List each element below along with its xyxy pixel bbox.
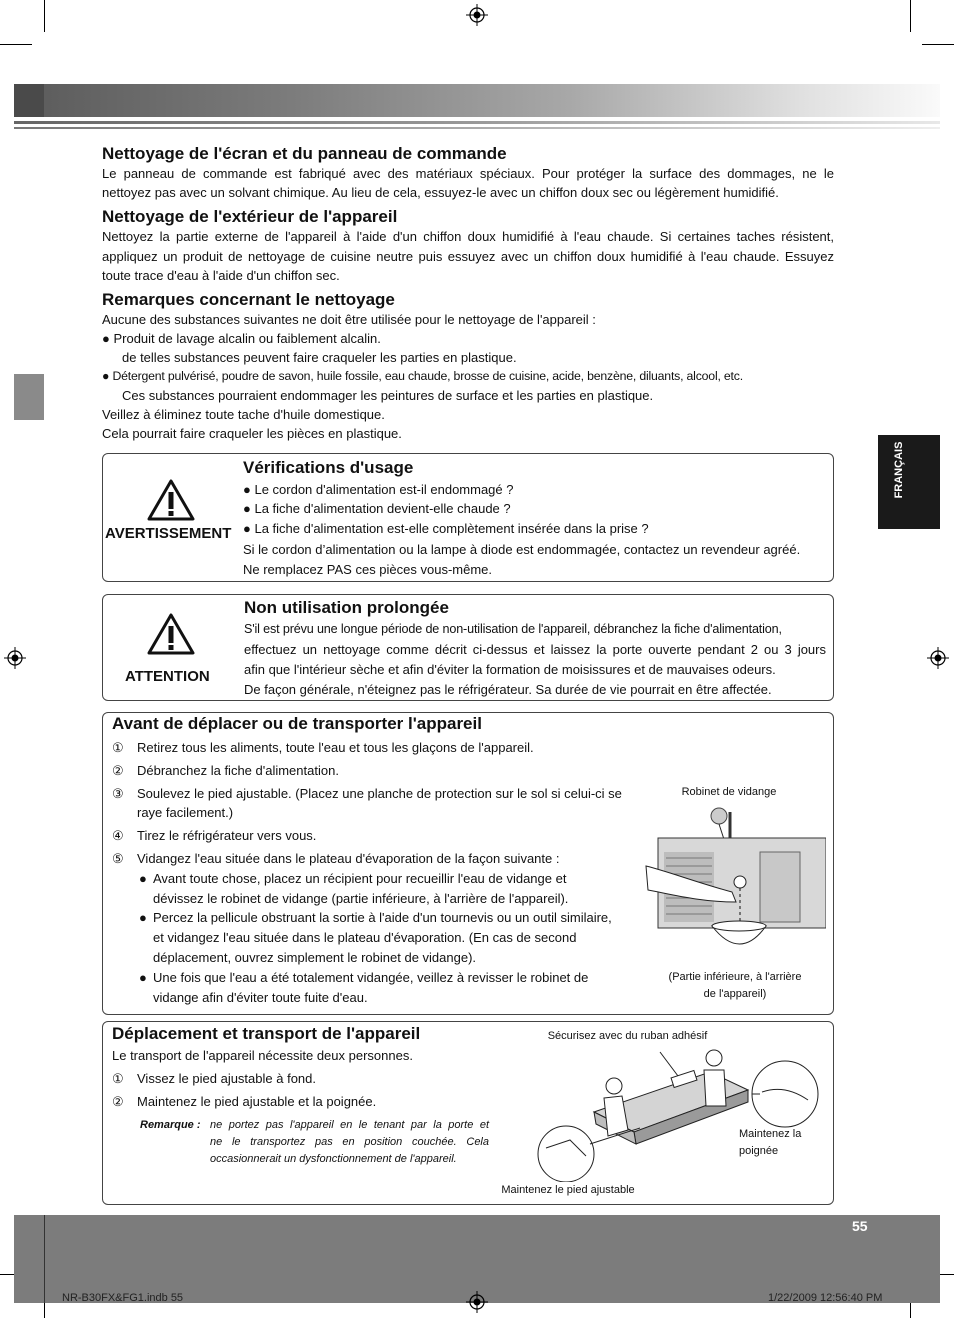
step-text: Retirez tous les aliments, toute l'eau et tous les glaçons de l'appareil.	[137, 740, 534, 755]
bullet-text: vidange afin d'éviter toute fuite d'eau.	[153, 990, 368, 1005]
caution-triangle-icon	[146, 612, 196, 656]
header-rule	[14, 121, 940, 124]
attention-text: effectuez un nettoyage comme décrit ci-dessus et laissez la porte ouverte pendant 2 ou 3 jours	[244, 642, 826, 657]
section-text: nettoyez pas avec un solvant chimique. Au lieu de cela, essuyez-le avec un chiffon doux sec ou légèrement humidifié.	[102, 185, 779, 200]
registration-mark-icon	[4, 647, 26, 669]
bullet-text: dévissez le robinet de vidange (partie inférieure, à l'arrière de l'appareil).	[153, 891, 569, 906]
attention-text: S'il est prévu une longue période de non-utilisation de l'appareil, débranchez la fiche d'alimentation,	[244, 622, 782, 636]
section-title: Nettoyage de l'écran et du panneau de commande	[102, 144, 507, 163]
bullet-text: Avant toute chose, placez un récipient pour recueillir l'eau de vidange et	[153, 871, 567, 886]
warning-title: Vérifications d'usage	[243, 458, 414, 477]
crop-mark	[922, 44, 954, 45]
step-number: ①	[112, 1071, 124, 1086]
transport-illustration	[530, 1044, 820, 1182]
remark-text: ne portez pas l'appareil en le tenant par la porte et	[210, 1119, 489, 1131]
bullet-item: ● La fiche d'alimentation est-elle complètement insérée dans la prise ?	[243, 521, 649, 536]
remark-label: Remarque :	[140, 1119, 201, 1131]
header-gradient-bar	[14, 84, 940, 117]
side-grey-block	[14, 374, 44, 420]
registration-mark-icon	[927, 647, 949, 669]
figure-caption: (Partie inférieure, à l'arrière	[668, 971, 802, 983]
warning-text: Si le cordon d’alimentation ou la lampe à diode est endommagée, contactez un revendeur agréé.	[243, 542, 801, 557]
bullet-item: ● Produit de lavage alcalin ou faiblement alcalin.	[102, 331, 381, 346]
moving-title: Avant de déplacer ou de transporter l'appareil	[112, 714, 482, 733]
bullet-text: Une fois que l'eau a été totalement vidangée, veillez à revisser le robinet de	[153, 970, 589, 985]
drain-valve-illustration	[640, 802, 826, 960]
crop-mark	[0, 44, 32, 45]
language-tab-label: FRANÇAIS	[893, 441, 905, 499]
bullet-text: déplacement, ouvrez simplement le robinet de vidange).	[153, 950, 477, 965]
section-text: Ces substances pourraient endommager les peintures de surface et les parties en plastique.	[122, 388, 654, 403]
step-number: ②	[112, 1094, 124, 1109]
step-text: Tirez le réfrigérateur vers vous.	[137, 828, 317, 843]
registration-mark-icon	[466, 1291, 488, 1313]
step-text: Vidangez l'eau située dans le plateau d'évaporation de la façon suivante :	[137, 851, 560, 866]
section-text: Aucune des substances suivantes ne doit être utilisée pour le nettoyage de l'appareil :	[102, 312, 596, 327]
language-tab	[878, 435, 940, 529]
footer-bar	[14, 1215, 940, 1303]
figure-label: Maintenez le pied ajustable	[501, 1184, 635, 1196]
figure-label: Sécurisez avec du ruban adhésif	[547, 1030, 708, 1042]
section-text: Le panneau de commande est fabriqué avec des matériaux spéciaux. Pour protéger la surface des dommages, ne le	[102, 166, 834, 181]
crop-mark	[44, 0, 45, 32]
section-text: Veillez à éliminez toute tache d'huile domestique.	[102, 407, 385, 422]
registration-mark-icon	[466, 4, 488, 26]
warning-triangle-icon	[146, 478, 196, 522]
step-text: Soulevez le pied ajustable. (Placez une planche de protection sur le sol si celui-ci se	[137, 786, 622, 801]
remark-text: ne le transportez pas en position couchée. Cela	[210, 1136, 489, 1148]
section-text: toute trace d'eau à l'aide d'un chiffon sec.	[102, 268, 340, 283]
section-title: Remarques concernant le nettoyage	[102, 290, 395, 309]
step-text: raye facilement.)	[137, 805, 234, 820]
step-number: ⑤	[112, 851, 124, 866]
remark-text: occasionnerait un dysfonctionnement de l'appareil.	[210, 1153, 457, 1165]
step-number: ③	[112, 786, 124, 801]
step-text: Maintenez le pied ajustable et la poignée.	[137, 1094, 377, 1109]
bullet-item: ● La fiche d'alimentation devient-elle chaude ?	[243, 501, 511, 516]
bullet-text: et vidangez l'eau située dans le plateau d'évaporation. (En cas de second	[153, 930, 577, 945]
figure-caption: de l'appareil)	[703, 988, 767, 1000]
bullet-dot: ●	[139, 871, 147, 886]
bullet-dot: ●	[139, 970, 147, 985]
figure-label: Robinet de vidange	[681, 786, 777, 798]
footer-file-info: NR-B30FX&FG1.indb 55	[62, 1292, 184, 1304]
crop-mark	[910, 0, 911, 32]
footer-rule	[44, 1215, 45, 1303]
section-title: Nettoyage de l'extérieur de l'appareil	[102, 207, 398, 226]
header-dark-block	[14, 84, 44, 117]
section-text: Cela pourrait faire craqueler les pièces en plastique.	[102, 426, 402, 441]
step-number: ④	[112, 828, 124, 843]
figure-label: poignée	[739, 1145, 779, 1157]
step-text: Débranchez la fiche d'alimentation.	[137, 763, 339, 778]
section-text: Nettoyez la partie externe de l'appareil à l'aide d'un chiffon doux humidifié à l'eau chaude. Si certaines taches résistent,	[102, 229, 834, 244]
bullet-text: Percez la pellicule obstruant la sortie à l'aide d'un tournevis ou un outil similaire,	[153, 910, 612, 925]
warning-label: AVERTISSEMENT	[105, 525, 232, 542]
transport-title: Déplacement et transport de l'appareil	[112, 1024, 421, 1043]
step-number: ①	[112, 740, 124, 755]
attention-label: ATTENTION	[125, 668, 210, 685]
header-rule	[14, 127, 940, 129]
section-text: appliquez un produit de nettoyage de cuisine neutre puis essuyez avec un chiffon doux humidifié à l'eau chaude. Essuyez	[102, 249, 834, 264]
step-number: ②	[112, 763, 124, 778]
bullet-item: ● Le cordon d'alimentation est-il endommagé ?	[243, 482, 514, 497]
attention-text: De façon générale, n'éteignez pas le réfrigérateur. Sa durée de vie pourrait en être affectée.	[244, 682, 772, 697]
attention-title: Non utilisation prolongée	[244, 598, 449, 617]
warning-text: Ne remplacez PAS ces pièces vous-même.	[243, 562, 493, 577]
figure-label: Maintenez la	[739, 1128, 802, 1140]
bullet-dot: ●	[139, 910, 147, 925]
step-text: Vissez le pied ajustable à fond.	[137, 1071, 316, 1086]
section-text: de telles substances peuvent faire craqueler les parties en plastique.	[122, 350, 517, 365]
attention-text: afin que l'intérieur sèche et afin d'éviter la formation de moisissures et de mauvaises odeurs.	[244, 662, 776, 677]
footer-timestamp: 1/22/2009 12:56:40 PM	[768, 1292, 883, 1304]
bullet-item: ● Détergent pulvérisé, poudre de savon, huile fossile, eau chaude, brosse de cuisine, acide, benzène, diluants, alcool, etc.	[102, 369, 743, 383]
page-number: 55	[852, 1218, 868, 1234]
transport-intro: Le transport de l'appareil nécessite deux personnes.	[112, 1048, 413, 1063]
